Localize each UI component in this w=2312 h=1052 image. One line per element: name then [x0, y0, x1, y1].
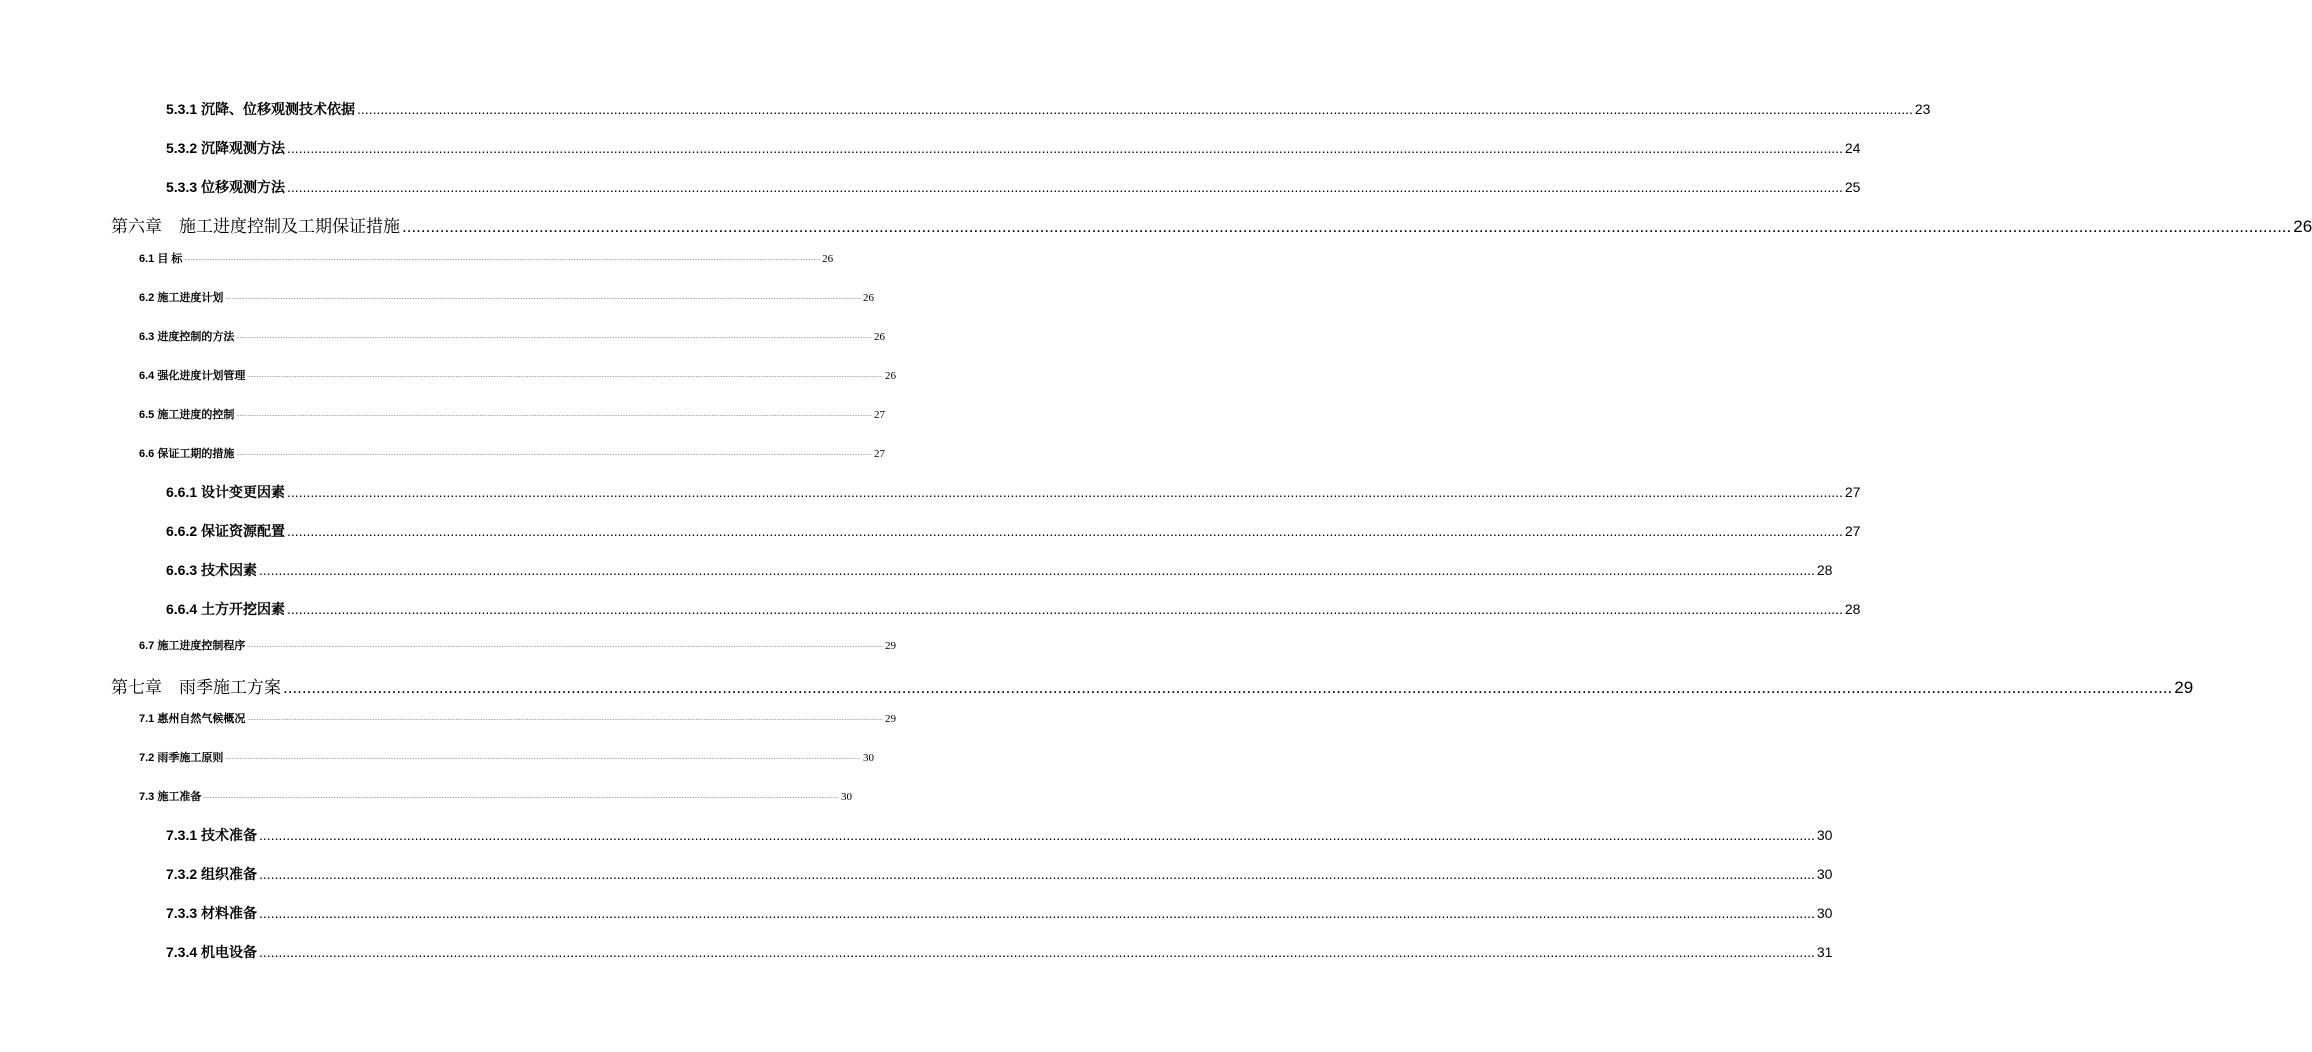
toc-entry-title: 6.2 施工进度计划 — [139, 292, 224, 304]
toc-entry[interactable] — [139, 445, 886, 461]
toc-entry-title: 6.1 目 标 — [139, 253, 183, 265]
toc-entry-title: 5.3.3 位移观测方法 — [166, 179, 286, 195]
toc-entry-page: 29 — [885, 713, 897, 725]
toc-leader-dots: ................................................................................................................................................................................................................................................................................................................................................................................................................ — [184, 256, 821, 262]
toc-leader-dots: ................................................................................................................................................................................................................................................................................................................................................................................................................ — [247, 716, 884, 722]
toc-entry[interactable] — [139, 788, 853, 804]
toc-entry-page: 30 — [1816, 827, 1833, 843]
toc-entry-page: 28 — [1844, 601, 1861, 617]
toc-chapter-entry[interactable] — [111, 673, 2194, 698]
toc-leader-dots: ................................................................................................................................................................................................................................................................................................................................................................................................................ — [357, 101, 1913, 117]
toc-entry[interactable] — [166, 99, 1931, 119]
toc-entry-title: 6.6.4 土方开挖因素 — [166, 601, 286, 617]
toc-entry-page: 26 — [863, 292, 875, 304]
toc-leader-dots: ................................................................................................................................................................................................................................................................................................................................................................................................................ — [259, 944, 1815, 960]
toc-leader-dots: ................................................................................................................................................................................................................................................................................................................................................................................................................ — [287, 484, 1843, 500]
toc-leader-dots: ................................................................................................................................................................................................................................................................................................................................................................................................................ — [225, 295, 862, 301]
toc-entry[interactable] — [166, 138, 1861, 158]
toc-entry[interactable] — [139, 406, 886, 422]
toc-leader-dots: ................................................................................................................................................................................................................................................................................................................................................................................................................ — [203, 794, 840, 800]
toc-leader-dots: ................................................................................................................................................................................................................................................................................................................................................................................................................ — [236, 451, 873, 457]
toc-entry-page: 27 — [874, 409, 886, 421]
toc-entry[interactable] — [139, 710, 897, 726]
toc-entry-title: 第六章 施工进度控制及工期保证措施 — [111, 217, 400, 237]
toc-leader-dots: ................................................................................................................................................................................................................................................................................................................................................................................................................ — [259, 905, 1815, 921]
toc-entry-title: 6.7 施工进度控制程序 — [139, 640, 246, 652]
toc-entry[interactable] — [166, 599, 1861, 619]
toc-entry-title: 第七章 雨季施工方案 — [111, 678, 281, 698]
toc-entry[interactable] — [166, 942, 1833, 962]
toc-entry-title: 6.6.1 设计变更因素 — [166, 484, 286, 500]
toc-entry[interactable] — [166, 864, 1833, 884]
toc-entry-page: 27 — [1844, 523, 1861, 539]
toc-entry-title: 7.3.3 材料准备 — [166, 905, 258, 921]
toc-entry-page: 30 — [841, 791, 853, 803]
toc-entry-page: 30 — [1816, 866, 1833, 882]
toc-leader-dots: ................................................................................................................................................................................................................................................................................................................................................................................................................ — [402, 217, 2292, 236]
toc-leader-dots: ................................................................................................................................................................................................................................................................................................................................................................................................................ — [283, 678, 2173, 697]
toc-entry[interactable] — [139, 367, 897, 383]
toc-entry[interactable] — [166, 482, 1861, 502]
toc-entry-title: 7.3.2 组织准备 — [166, 866, 258, 882]
toc-entry[interactable] — [166, 177, 1861, 197]
toc-entry-page: 27 — [874, 448, 886, 460]
toc-entry-page: 30 — [863, 752, 875, 764]
toc-entry-page: 26 — [885, 370, 897, 382]
toc-entry[interactable] — [166, 521, 1861, 541]
toc-entry-page: 26 — [874, 331, 886, 343]
toc-entry-title: 7.3 施工准备 — [139, 791, 202, 803]
toc-entry[interactable] — [166, 903, 1833, 923]
toc-leader-dots: ................................................................................................................................................................................................................................................................................................................................................................................................................ — [247, 373, 884, 379]
toc-entry[interactable] — [139, 328, 886, 344]
toc-entry[interactable] — [139, 749, 875, 765]
toc-chapter-entry[interactable] — [111, 212, 2312, 237]
toc-entry-title: 6.6.3 技术因素 — [166, 562, 258, 578]
toc-leader-dots: ................................................................................................................................................................................................................................................................................................................................................................................................................ — [247, 643, 884, 649]
toc-entry-title: 6.6.2 保证资源配置 — [166, 523, 286, 539]
toc-entry-title: 6.6 保证工期的措施 — [139, 448, 235, 460]
toc-leader-dots: ................................................................................................................................................................................................................................................................................................................................................................................................................ — [236, 334, 873, 340]
toc-leader-dots: ................................................................................................................................................................................................................................................................................................................................................................................................................ — [259, 827, 1815, 843]
toc-leader-dots: ................................................................................................................................................................................................................................................................................................................................................................................................................ — [225, 755, 862, 761]
toc-entry[interactable] — [139, 289, 875, 305]
toc-entry-title: 6.4 强化进度计划管理 — [139, 370, 246, 382]
toc-entry-page: 31 — [1816, 944, 1833, 960]
toc-entry-page: 28 — [1816, 562, 1833, 578]
toc-entry-title: 6.5 施工进度的控制 — [139, 409, 235, 421]
toc-entry-page: 29 — [885, 640, 897, 652]
toc-entry-page: 23 — [1914, 101, 1931, 117]
toc-entry-page: 25 — [1844, 179, 1861, 195]
toc-entry-page: 26 — [822, 253, 834, 265]
toc-entry[interactable] — [166, 825, 1833, 845]
toc-entry-page: 30 — [1816, 905, 1833, 921]
toc-entry-title: 7.3.1 技术准备 — [166, 827, 258, 843]
toc-entry-title: 7.2 雨季施工原则 — [139, 752, 224, 764]
toc-entry-title: 7.1 惠州自然气候概况 — [139, 713, 246, 725]
toc-entry-page: 26 — [2293, 217, 2312, 236]
toc-leader-dots: ................................................................................................................................................................................................................................................................................................................................................................................................................ — [287, 523, 1843, 539]
toc-leader-dots: ................................................................................................................................................................................................................................................................................................................................................................................................................ — [259, 866, 1815, 882]
toc-entry-title: 5.3.2 沉降观测方法 — [166, 140, 286, 156]
toc-entry[interactable] — [139, 637, 897, 653]
toc-entry[interactable] — [166, 560, 1833, 580]
toc-entry-page: 27 — [1844, 484, 1861, 500]
toc-entry-page: 24 — [1844, 140, 1861, 156]
toc-entry-title: 6.3 进度控制的方法 — [139, 331, 235, 343]
toc-leader-dots: ................................................................................................................................................................................................................................................................................................................................................................................................................ — [259, 562, 1815, 578]
toc-leader-dots: ................................................................................................................................................................................................................................................................................................................................................................................................................ — [287, 179, 1843, 195]
toc-entry-title: 5.3.1 沉降、位移观测技术依据 — [166, 101, 356, 117]
toc-leader-dots: ................................................................................................................................................................................................................................................................................................................................................................................................................ — [287, 140, 1843, 156]
toc-entry-title: 7.3.4 机电设备 — [166, 944, 258, 960]
toc-leader-dots: ................................................................................................................................................................................................................................................................................................................................................................................................................ — [236, 412, 873, 418]
toc-entry[interactable] — [139, 250, 834, 266]
toc-leader-dots: ................................................................................................................................................................................................................................................................................................................................................................................................................ — [287, 601, 1843, 617]
toc-entry-page: 29 — [2174, 678, 2194, 697]
